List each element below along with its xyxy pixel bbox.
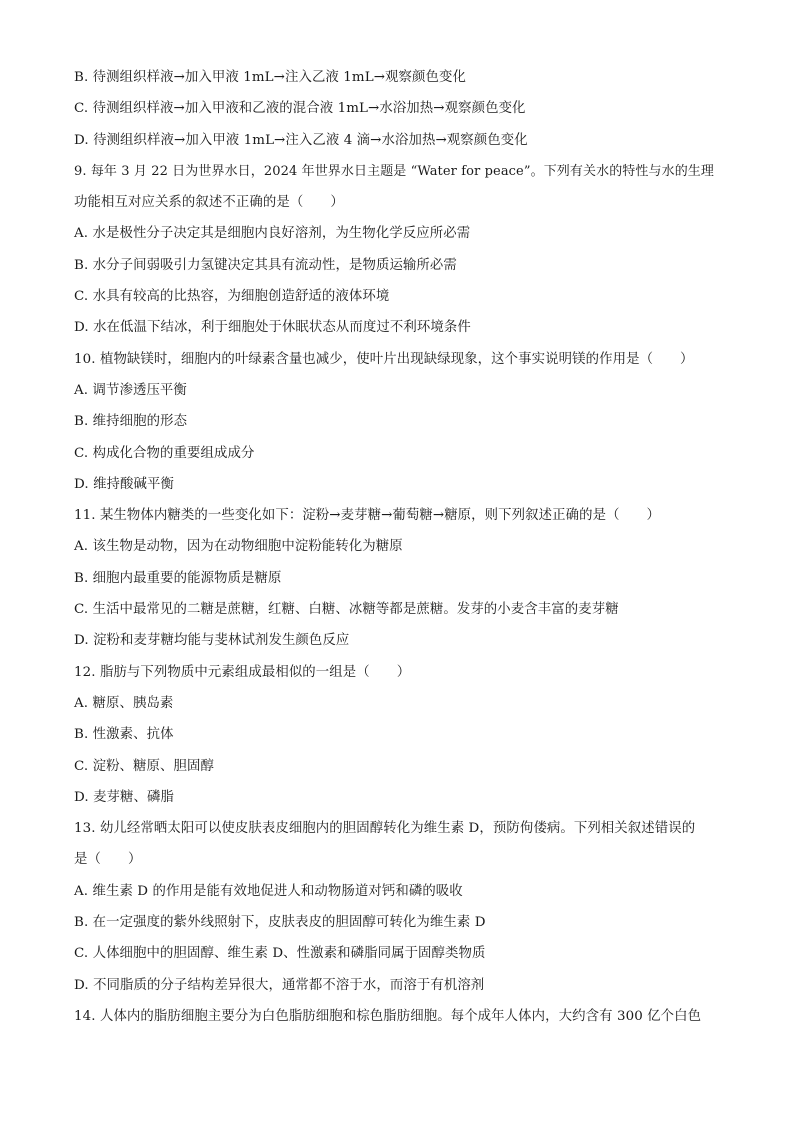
option-c-q9: C. 水具有较高的比热容，为细胞创造舒适的液体环境 xyxy=(74,289,390,305)
option-c-q10: C. 构成化合物的重要组成成分 xyxy=(74,445,255,461)
option-a-q9: A. 水是极性分子决定其是细胞内良好溶剂，为生物化学反应所必需 xyxy=(74,226,471,242)
option-b-q12: B. 性激素、抗体 xyxy=(74,727,174,743)
option-a-q12: A. 糖原、胰岛素 xyxy=(74,695,174,711)
option-a-q10: A. 调节渗透压平衡 xyxy=(74,382,187,398)
option-d-q10: D. 维持酸碱平衡 xyxy=(74,476,175,492)
question-11-stem: 11. 某生物体内糖类的一些变化如下：淀粉→麦芽糖→葡萄糖→糖原，则下列叙述正确的是（ ） xyxy=(74,508,661,524)
option-b-q9: B. 水分子间弱吸引力氢键决定其具有流动性，是物质运输所必需 xyxy=(74,257,457,273)
option-d-q11: D. 淀粉和麦芽糖均能与斐林试剂发生颜色反应 xyxy=(74,633,350,649)
question-13-stem: 13. 幼儿经常晒太阳可以使皮肤表皮细胞内的胆固醇转化为维生素 D，预防佝偻病。下列相关叙述错误的 xyxy=(74,821,696,837)
option-d-q13: D. 不同脂质的分子结构差异很大，通常都不溶于水，而溶于有机溶剂 xyxy=(74,977,485,993)
option-d-q12: D. 麦芽糖、磷脂 xyxy=(74,789,175,805)
document-page xyxy=(74,62,720,1032)
option-b-q11: B. 细胞内最重要的能源物质是糖原 xyxy=(74,570,282,586)
question-12-stem: 12. 脂肪与下列物质中元素组成最相似的一组是（ ） xyxy=(74,664,411,680)
option-c-q8: C. 待测组织样液→加入甲液和乙液的混合液 1mL→水浴加热→观察颜色变化 xyxy=(74,101,526,117)
option-b-q8: B. 待测组织样液→加入甲液 1mL→注入乙液 1mL→观察颜色变化 xyxy=(74,70,466,85)
option-d-q9: D. 水在低温下结冰，利于细胞处于休眠状态从而度过不利环境条件 xyxy=(74,320,471,336)
question-9-stem: 9. 每年 3 月 22 日为世界水日，2024 年世界水日主题是 “Water for peace”。下列有关水的特性与水的生理 xyxy=(74,163,714,179)
question-14-stem: 14. 人体内的脂肪细胞主要分为白色脂肪细胞和棕色脂肪细胞。每个成年人体内，大约含有 300 亿个白色 xyxy=(74,1008,702,1024)
option-a-q13: A. 维生素 D 的作用是能有效地促进人和动物肠道对钙和磷的吸收 xyxy=(74,883,463,899)
option-b-q10: B. 维持细胞的形态 xyxy=(74,414,188,430)
option-c-q13: C. 人体细胞中的胆固醇、维生素 D、性激素和磷脂同属于固醇类物质 xyxy=(74,946,486,962)
question-9-stem-cont: 功能相互对应关系的叙述不正确的是（ ） xyxy=(74,195,344,211)
option-b-q13: B. 在一定强度的紫外线照射下，皮肤表皮的胆固醇可转化为维生素 D xyxy=(74,915,486,931)
option-c-q12: C. 淀粉、糖原、胆固醇 xyxy=(74,758,214,774)
option-a-q11: A. 该生物是动物，因为在动物细胞中淀粉能转化为糖原 xyxy=(74,539,403,555)
option-d-q8: D. 待测组织样液→加入甲液 1mL→注入乙液 4 滴→水浴加热→观察颜色变化 xyxy=(74,132,528,148)
question-13-stem-cont: 是（ ） xyxy=(74,852,142,868)
question-10-stem: 10. 植物缺镁时，细胞内的叶绿素含量也减少，使叶片出现缺绿现象，这个事实说明镁的作用是（ ） xyxy=(74,351,694,367)
option-c-q11: C. 生活中最常见的二糖是蔗糖，红糖、白糖、冰糖等都是蔗糖。发芽的小麦含丰富的麦芽糖 xyxy=(74,602,619,618)
